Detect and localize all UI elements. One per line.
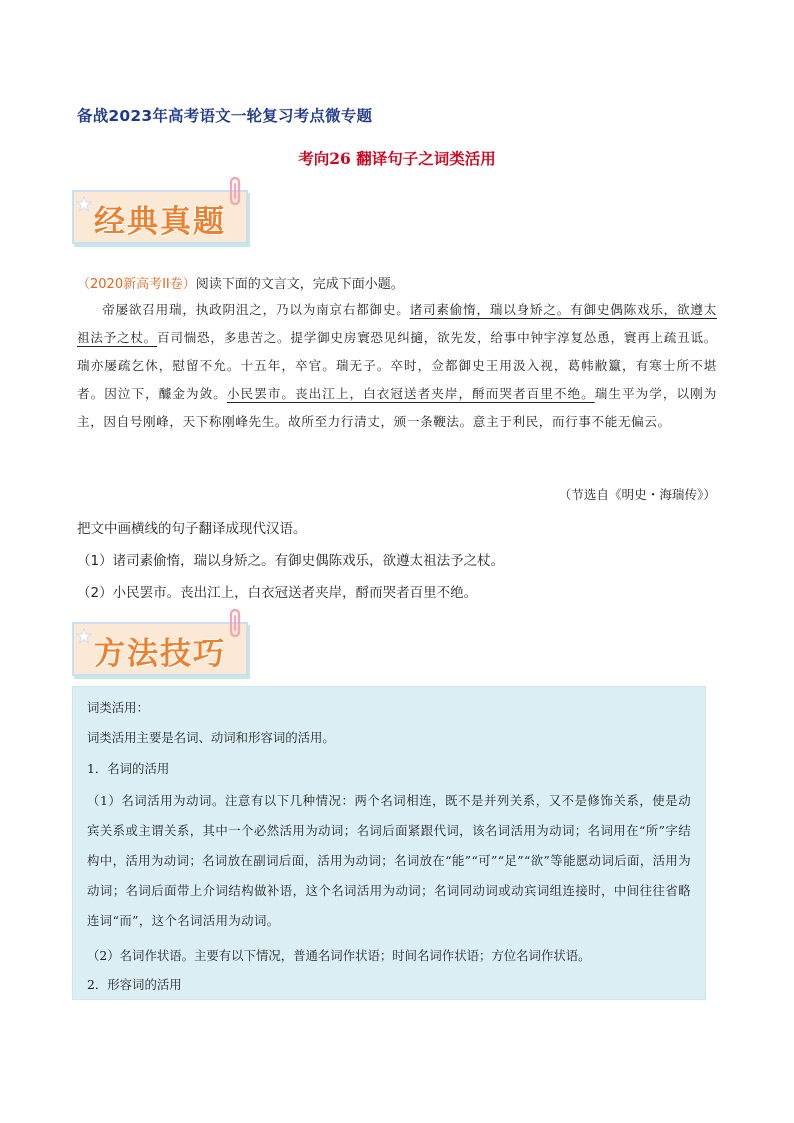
method-content-box bbox=[72, 686, 706, 1000]
method-section-1: 1．名词的活用 bbox=[87, 761, 170, 776]
series-title: 备战2023年高考语文一轮复习考点微专题 bbox=[77, 107, 373, 125]
passage-segment: 帝屡欲召用瑞，执政阴沮之，乃以为南京右都御史。 bbox=[102, 302, 410, 317]
method-section-2: 2．形容词的活用 bbox=[87, 977, 182, 992]
method-point-2: （2）名词作状语。主要有以下情况，普通名词作状语；时间名词作状语；方位名词作状语。 bbox=[87, 948, 591, 963]
topic-title: 考向26 翻译句子之词类活用 bbox=[298, 149, 496, 168]
question-source-line bbox=[77, 273, 404, 292]
banner-label: 方法技巧 bbox=[94, 636, 226, 672]
passage-segment: 百司惴恐，多患苦之。提学御史房寰恐见纠擿，欲先发，给事中钟宇淳复怂恿，寰再上疏丑诋。瑞亦屡疏乞休，慰留不允。十五年，卒官。瑞无子。卒时，佥都御史王用汲入视，葛帏敝籝，有寒士所不堪者。因泣下，醵金为敛。 bbox=[77, 330, 718, 401]
banner-label: 经典真题 bbox=[94, 204, 226, 240]
method-intro: 词类活用主要是名词、动词和形容词的活用。 bbox=[87, 730, 335, 745]
classical-passage bbox=[77, 296, 717, 436]
question-source: （2020新高考II卷） bbox=[77, 277, 196, 292]
passage-attribution: （节选自《明史・海瑞传》） bbox=[558, 487, 716, 502]
method-point-1: （1）名词活用为动词。注意有以下几种情况：两个名词相连，既不是并列关系，又不是修饰关系，使是动宾关系或主谓关系，其中一个必然活用为动词；名词后面紧跟代词，该名词活用为动词；名词用在“所”字结构中，活用为动词；名词放在副词后面，活用为动词；名词放在“能”“可”“足”“欲”等能愿动词后面，活用为动词；名词后面带上介词结构做补语，这个名词活用为动词；名词同动词或动宾词组连接时，中间往往省略连词“而”，这个名词活用为动词。 bbox=[87, 793, 691, 928]
underlined-sentence-1: 诸司素偷惰，瑞以身矫之。有御史偶陈戏乐，欲遵太祖法予之杖。 bbox=[77, 302, 717, 345]
method-heading: 词类活用： bbox=[87, 700, 149, 715]
question-prompt: 阅读下面的文言文，完成下面小题。 bbox=[195, 277, 404, 292]
paper-clip-icon bbox=[220, 608, 250, 638]
underlined-sentence-2: 小民罢市。丧出江上，白衣冠送者夹岸，酹而哭者百里不绝。 bbox=[226, 386, 595, 401]
translation-instruction: 把文中画横线的句子翻译成现代汉语。 bbox=[77, 521, 307, 537]
classic-questions-banner bbox=[72, 180, 262, 246]
passage-segment: 瑞生平为学，以刚为主，因自号刚峰，天下称刚峰先生。故所至力行清丈，颁一条鞭法。意主于利民，而行事不能无偏云。 bbox=[77, 386, 717, 429]
method-tips-banner bbox=[72, 612, 262, 678]
translation-item-2: （2）小民罢市。丧出江上，白衣冠送者夹岸，酹而哭者百里不绝。 bbox=[77, 585, 478, 601]
paper-clip-icon bbox=[220, 176, 250, 206]
translation-item-1: （1）诸司素偷惰，瑞以身矫之。有御史偶陈戏乐，欲遵太祖法予之杖。 bbox=[77, 553, 505, 569]
